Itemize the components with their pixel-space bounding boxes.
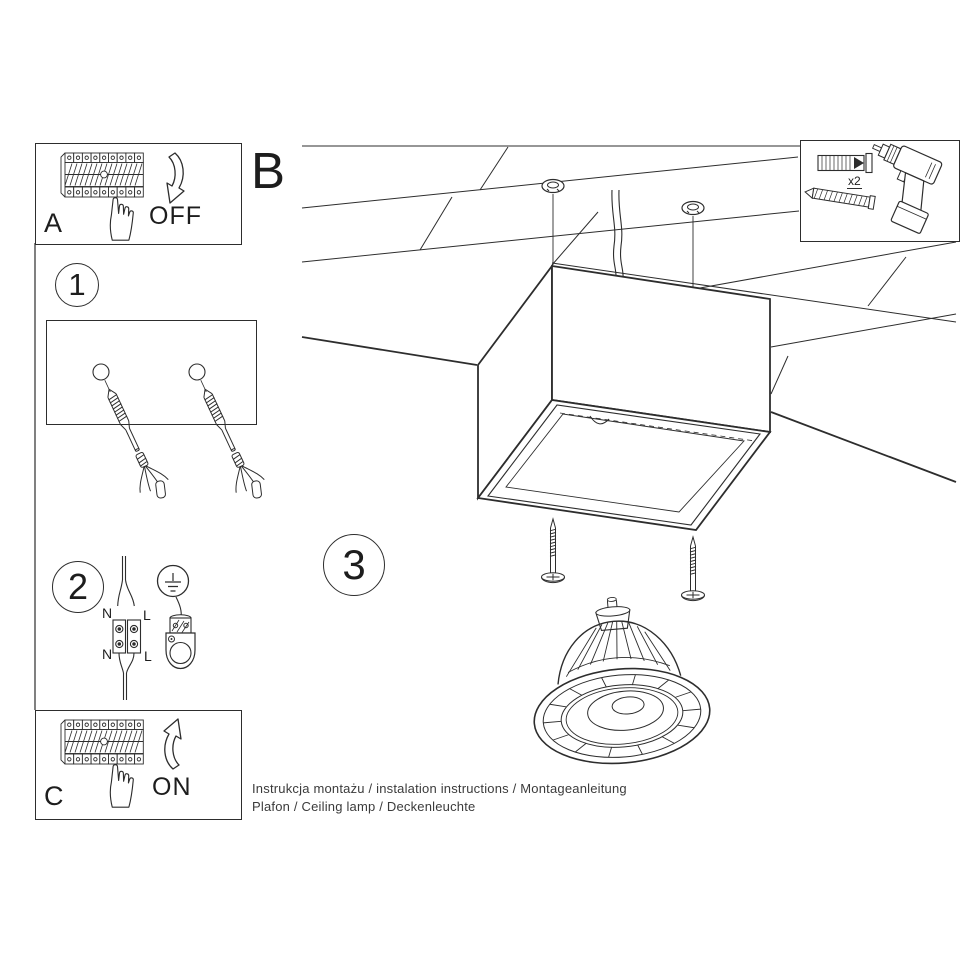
step-3-badge xyxy=(323,534,385,596)
panel-a-label: A xyxy=(44,208,63,238)
anchor-quantity-label: x2 xyxy=(848,174,861,188)
panel-a-box xyxy=(35,143,242,245)
step-1-badge xyxy=(55,263,99,307)
hand-icon xyxy=(98,191,142,241)
panel-b-label: B xyxy=(251,142,286,199)
wire-l-bottom-label: L xyxy=(144,648,152,664)
supply-cable xyxy=(612,190,623,280)
step-3-number: 3 xyxy=(342,541,366,588)
footer-instructions-title: Instrukcja montażu / instalation instructions / Montageanleitung xyxy=(252,781,627,796)
on-label: ON xyxy=(152,773,192,801)
wire-l-top-label: L xyxy=(143,607,151,623)
wire-n-bottom-label: N xyxy=(102,646,113,662)
step-2-number: 2 xyxy=(67,566,89,607)
bulb-icon xyxy=(524,590,714,771)
step-1-number: 1 xyxy=(68,267,86,302)
mounting-screw-icons xyxy=(542,519,705,601)
off-label: OFF xyxy=(149,202,202,230)
panel-c-box xyxy=(35,710,242,820)
panel-c-label: C xyxy=(44,781,64,811)
step2-wiring-diagram xyxy=(113,556,141,700)
step-2-badge xyxy=(52,561,104,613)
arrow-up-icon xyxy=(158,717,190,771)
wire-n-top-label: N xyxy=(102,605,113,621)
step-1-surface-box xyxy=(46,320,257,425)
footer-product-name: Plafon / Ceiling lamp / Deckenleuchte xyxy=(252,799,476,814)
included-parts-box xyxy=(800,140,960,242)
ground-symbol-icon xyxy=(158,566,196,669)
arrow-down-icon xyxy=(158,151,190,205)
hand-icon xyxy=(98,758,142,808)
lamp-box-drawing xyxy=(478,266,770,530)
